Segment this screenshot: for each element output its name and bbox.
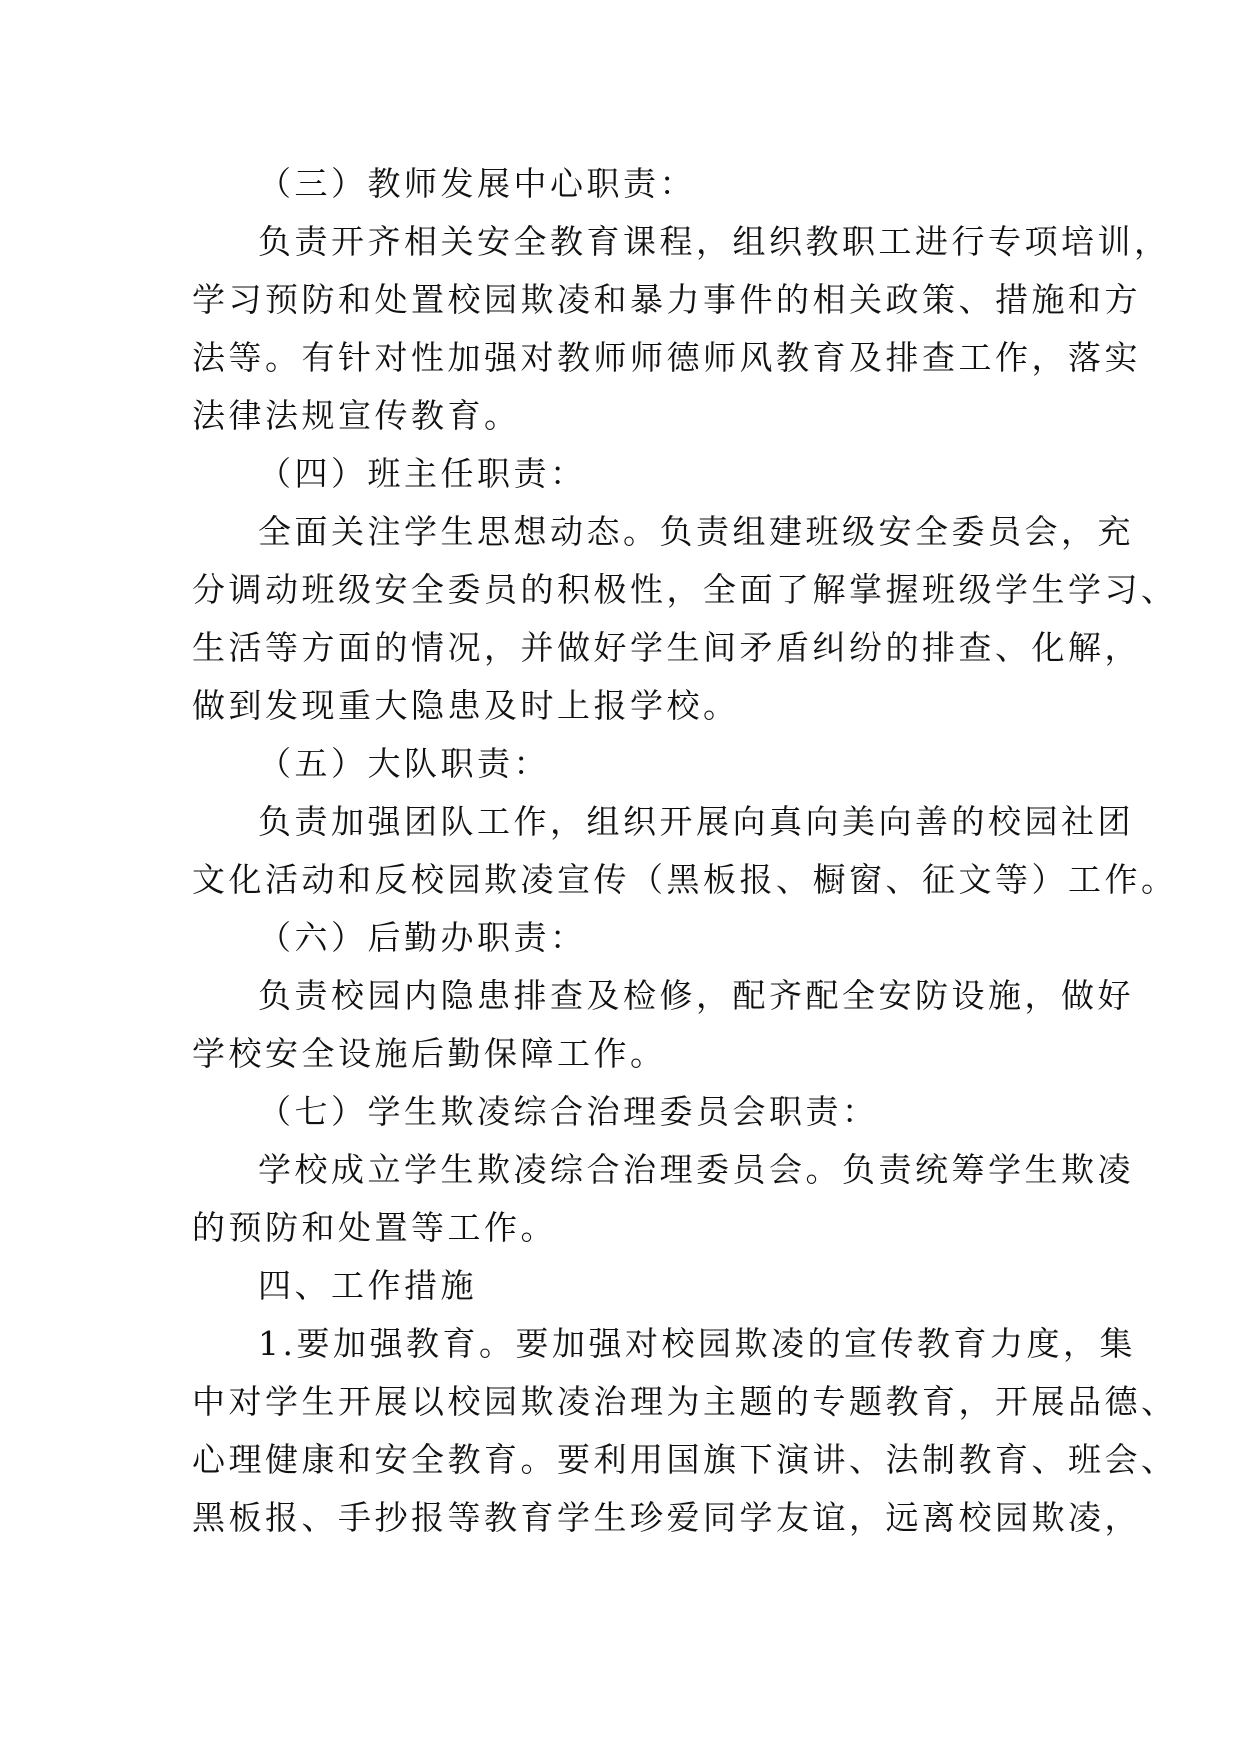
paragraph-line: 学习预防和处置校园欺凌和暴力事件的相关政策、措施和方	[192, 280, 1141, 319]
paragraph-line: 的预防和处置等工作。	[192, 1208, 557, 1247]
paragraph-line: 中对学生开展以校园欺凌治理为主题的专题教育，开展品德、	[192, 1382, 1178, 1421]
paragraph-line: 生活等方面的情况，并做好学生间矛盾纠纷的排查、化解，	[192, 628, 1141, 667]
section-heading-head-teacher: （四）班主任职责：	[258, 454, 587, 493]
paragraph-line: 分调动班级安全委员的积极性，全面了解掌握班级学生学习、	[192, 570, 1178, 609]
paragraph-line: 黑板报、手抄报等教育学生珍爱同学友谊，远离校园欺凌，	[192, 1498, 1141, 1537]
paragraph-line: 法等。有针对性加强对教师师德师风教育及排查工作，落实	[192, 338, 1141, 377]
section-heading-work-measures: 四、工作措施	[258, 1266, 477, 1305]
paragraph-line: 心理健康和安全教育。要利用国旗下演讲、法制教育、班会、	[192, 1440, 1178, 1479]
paragraph-line: 负责开齐相关安全教育课程，组织教职工进行专项培训，	[258, 222, 1171, 261]
paragraph-line: 负责校园内隐患排查及检修，配齐配全安防设施，做好	[258, 976, 1134, 1015]
paragraph-line: 学校成立学生欺凌综合治理委员会。负责统筹学生欺凌	[258, 1150, 1134, 1189]
section-heading-brigade: （五）大队职责：	[258, 744, 550, 783]
paragraph-line: 1.要加强教育。要加强对校园欺凌的宣传教育力度，集	[258, 1324, 1136, 1363]
paragraph-line: 法律法规宣传教育。	[192, 396, 521, 435]
section-heading-committee: （七）学生欺凌综合治理委员会职责：	[258, 1092, 879, 1131]
section-heading-logistics: （六）后勤办职责：	[258, 918, 587, 957]
paragraph-line: 文化活动和反校园欺凌宣传（黑板报、橱窗、征文等）工作。	[192, 860, 1178, 899]
paragraph-line: 负责加强团队工作，组织开展向真向美向善的校园社团	[258, 802, 1134, 841]
paragraph-line: 全面关注学生思想动态。负责组建班级安全委员会，充	[258, 512, 1134, 551]
paragraph-line: 学校安全设施后勤保障工作。	[192, 1034, 667, 1073]
paragraph-line: 做到发现重大隐患及时上报学校。	[192, 686, 740, 725]
section-heading-teacher-development: （三）教师发展中心职责：	[258, 164, 696, 203]
